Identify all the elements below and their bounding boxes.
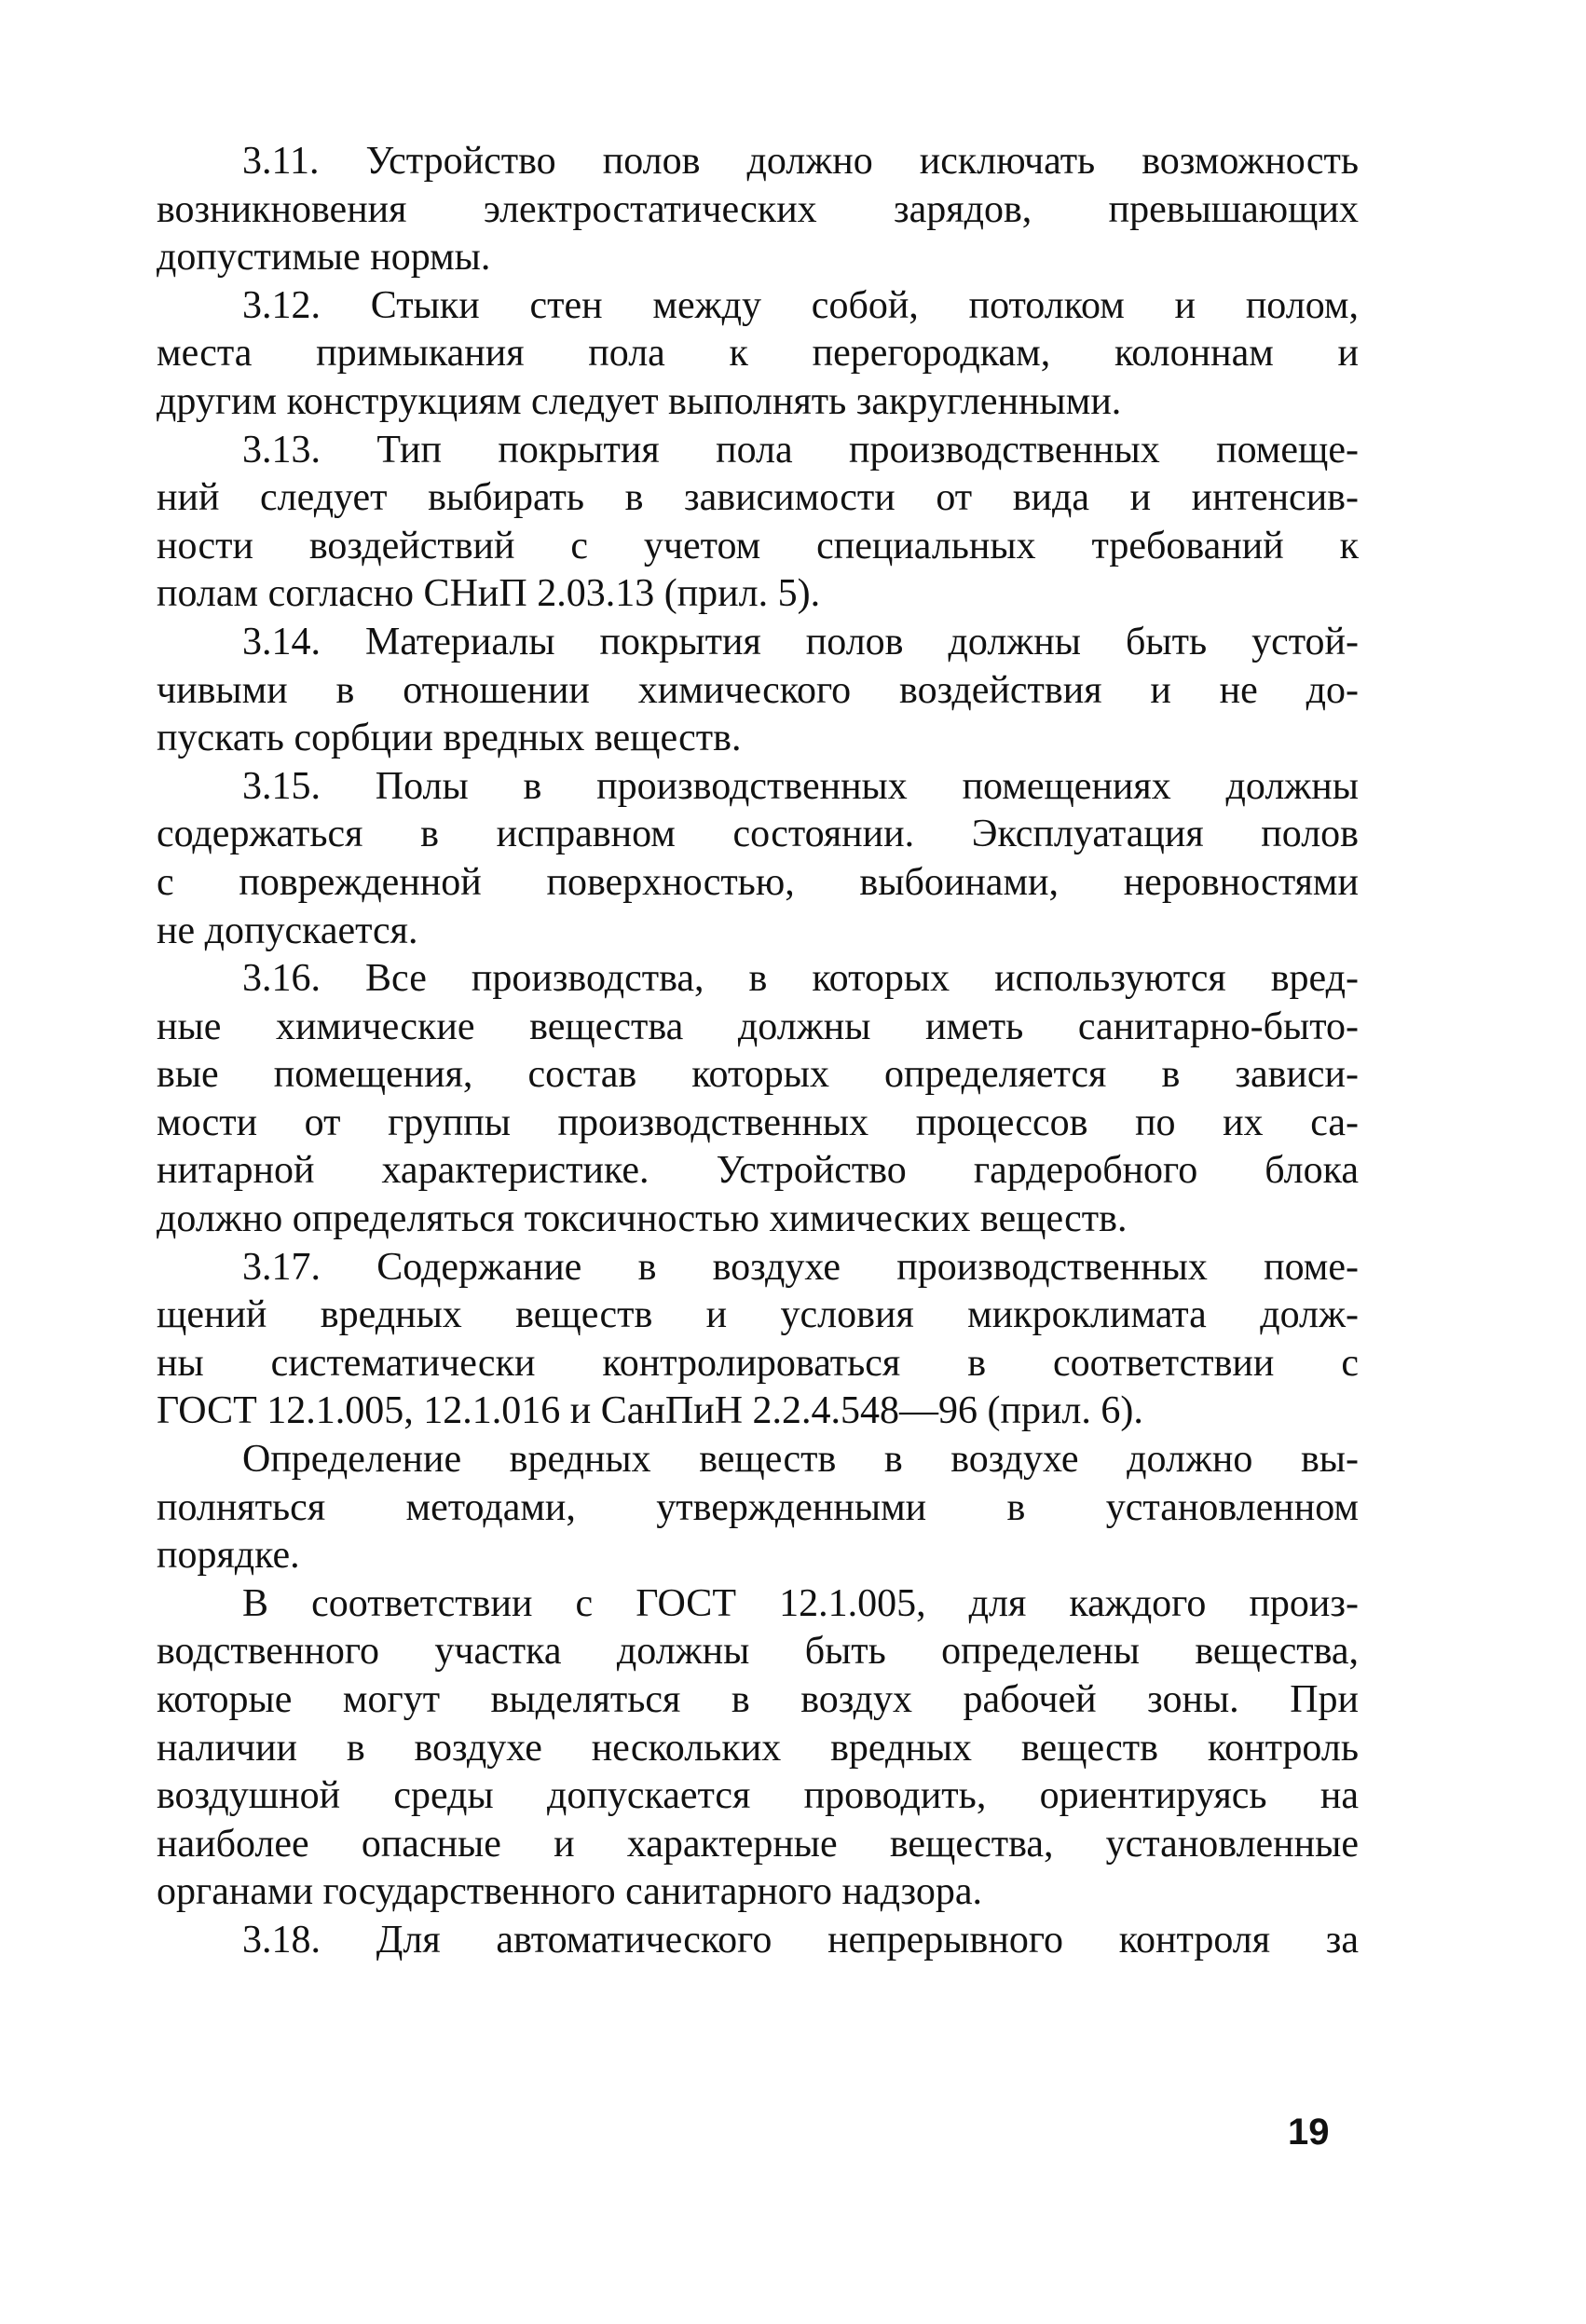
text-line: содержаться в исправном состоянии. Эксплуатация полов	[157, 813, 1359, 856]
text-line: 3.13. Тип покрытия пола производственных помеще-	[242, 428, 1359, 472]
text-line: с поврежденной поверхностью, выбоинами, неровностями	[157, 860, 1359, 904]
text-line: полняться методами, утвержденными в установленном	[157, 1485, 1359, 1529]
text-line: 3.14. Материалы покрытия полов должны быть устой-	[242, 620, 1359, 663]
text-line: наличии в воздухе нескольких вредных веществ контроль	[157, 1726, 1359, 1770]
text-line: пускать сорбции вредных веществ.	[157, 717, 742, 760]
text-line: водственного участка должны быть определены вещества,	[157, 1630, 1359, 1674]
text-line: ны систематически контролироваться в соответствии с	[157, 1341, 1359, 1385]
text-line: Определение вредных веществ в воздухе должно вы-	[242, 1438, 1359, 1482]
text-line: 3.11. Устройство полов должно исключать возможность	[242, 140, 1359, 183]
text-line: ные химические вещества должны иметь санитарно-быто-	[157, 1005, 1359, 1048]
text-line: 3.17. Содержание в воздухе производственных поме-	[242, 1245, 1359, 1289]
text-line: нитарной характеристике. Устройство гардеробного блока	[157, 1149, 1359, 1193]
text-line: мости от группы производственных процессов по их са-	[157, 1100, 1359, 1144]
text-line: полам согласно СНиП 2.03.13 (прил. 5).	[157, 572, 821, 616]
text-line: чивыми в отношении химического воздействия и не до-	[157, 668, 1359, 712]
text-line: 3.12. Стыки стен между собой, потолком и полом,	[242, 283, 1359, 327]
text-line: щений вредных веществ и условия микроклимата долж-	[157, 1293, 1359, 1337]
body-text	[157, 138, 1359, 1965]
text-line: другим конструкциям следует выполнять закругленными.	[157, 379, 1122, 423]
text-line: которые могут выделяться в воздух рабочей зоны. При	[157, 1678, 1359, 1721]
page-number: 19	[1288, 2112, 1330, 2153]
text-line: ности воздействий с учетом специальных требований к	[157, 524, 1359, 567]
text-line: допустимые нормы.	[157, 236, 491, 280]
text-line: места примыкания пола к перегородкам, колоннам и	[157, 332, 1359, 376]
text-line: 3.16. Все производства, в которых используются вред-	[242, 957, 1359, 1001]
text-line: 3.18. Для автоматического непрерывного контроля за	[242, 1918, 1359, 1962]
text-line: органами государственного санитарного надзора.	[157, 1870, 982, 1914]
text-line: 3.15. Полы в производственных помещениях должны	[242, 764, 1359, 808]
text-line: ГОСТ 12.1.005, 12.1.016 и СанПиН 2.2.4.548—96 (прил. 6).	[157, 1389, 1143, 1433]
text-line: ний следует выбирать в зависимости от вида и интенсив-	[157, 476, 1359, 520]
text-line: вые помещения, состав которых определяется в зависи-	[157, 1053, 1359, 1097]
text-line: наиболее опасные и характерные вещества, установленные	[157, 1822, 1359, 1866]
text-line: В соответствии с ГОСТ 12.1.005, для каждого произ-	[242, 1581, 1359, 1625]
text-line: возникновения электростатических зарядов, превышающих	[157, 187, 1359, 231]
text-line: должно определяться токсичностью химических веществ.	[157, 1197, 1128, 1241]
text-line: не допускается.	[157, 909, 418, 952]
text-line: воздушной среды допускается проводить, ориентируясь на	[157, 1774, 1359, 1818]
text-line: порядке.	[157, 1534, 300, 1578]
